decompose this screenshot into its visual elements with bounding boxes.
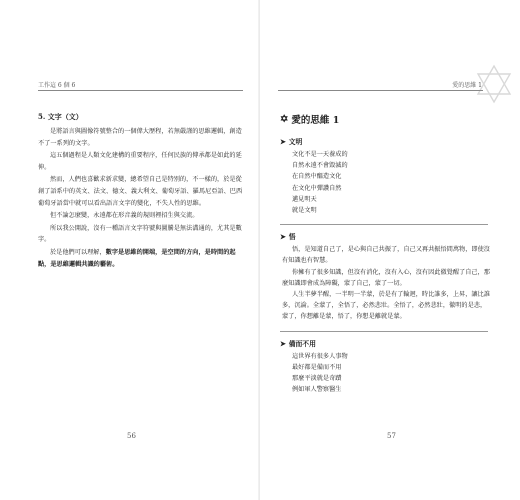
chapter-title (280, 112, 490, 126)
section-heading-enlightenment (280, 231, 490, 241)
right-page (260, 0, 520, 500)
poem-line: 最好都是備而不用 (292, 363, 342, 371)
body-paragraph: 悟，是知道自己了，是心與自己共振了，自己又再共振悟間萬物，即使沒有知識也有智慧。 (282, 246, 490, 265)
header-rule-left (38, 90, 243, 91)
section-heading-civilization (280, 136, 490, 146)
body-paragraph: 你擁有了很多知識，但沒有消化，沒有入心，沒有因此徹覺醒了自己，那麼知識即會成為障礙，蒙了自己，蒙了一切。 (282, 268, 490, 287)
poem-line: 文化不是一天養成的 (292, 151, 348, 158)
running-header-left: 工作這 6 個 6 (38, 82, 76, 89)
poem-line: 自然永遠不會毀滅的 (292, 162, 348, 170)
poem-line: 那麼平淡就是奇蹟 (292, 375, 342, 383)
paragraph-6 (38, 247, 243, 270)
poem-line: 邁見明天 (292, 195, 317, 203)
poem-line: 就是文明 (292, 207, 317, 215)
running-header-right: 愛的思維 1 (452, 82, 482, 89)
section-heading-text: 文明 (288, 138, 303, 146)
paragraph-2: 這五個過程是人類文化建構的重要程序，任何民族的傳承都是如此的延伸。 (38, 152, 242, 171)
paragraph-4: 但不論怎麼變，永遠都在形音義的規則裡招生與交流。 (50, 212, 199, 220)
section-heading-ready-not-used (280, 338, 490, 348)
left-page-content (38, 112, 243, 271)
section-title: 5. 文字（文） (38, 112, 83, 121)
arrow-icon: ➤ (280, 233, 286, 242)
paragraph-6-emphasis: 數字是思維的開端，是空間的方向，是時間的起點，是思維邏輯共識的藝術。 (38, 248, 236, 268)
arrow-icon: ➤ (280, 339, 286, 348)
arrow-icon: ➤ (280, 138, 286, 146)
chapter-title-text: 愛的思維 1 (291, 115, 340, 126)
section-divider (280, 224, 488, 225)
section-heading-text: 備而不用 (288, 339, 316, 348)
poem-line: 這世界有很多人事物 (292, 352, 348, 360)
section-divider (280, 331, 488, 332)
paragraph-3: 然而，人們也喜歡求新求變，總希望自己是特別的，不一樣的，於是從創了語系中的英文、法文、德文、義大利文、葡萄牙語、羅馬尼亞語、巴西葡萄牙語當中就可以看出語言文字的變化，不失人性的思維。 (38, 176, 243, 207)
page-number-left: 56 (127, 432, 136, 440)
page-number-right: 57 (387, 432, 396, 440)
poem-line: 在文化中彈讚自然 (292, 184, 342, 192)
header-rule-right (278, 90, 483, 91)
paragraph-5: 所以我公開說，沒有一種語言文字符號與圖騰是無法溝通的，尤其是數字。 (38, 224, 242, 244)
poem-line: 在自然中醞造文化 (292, 173, 342, 181)
poem-line: 例如軍人警察醫生 (292, 386, 342, 394)
body-paragraph: 人生半夢半醒，一半明一半蒙，於是有了輪迴，時比誰多，上昇，讓比誰多，沉淪。全蒙了，全悟了，必然悲壯。全悟了，必然悲壯，徹明的是悲，蒙了，你想離是蒙，悟了，你想是離就是蒙。 (282, 291, 490, 321)
star-icon: ✡ (280, 113, 289, 125)
right-page-content (280, 112, 490, 395)
section-heading-text: 悟 (288, 233, 296, 242)
paragraph-6-lead: 於是他們可以理解， (50, 248, 106, 256)
paragraph-1: 是將語言與圖像符號整合的一個偉大歷程，若無嚴謹的思維邏輯，創造不了一系列的文字。 (38, 128, 242, 147)
